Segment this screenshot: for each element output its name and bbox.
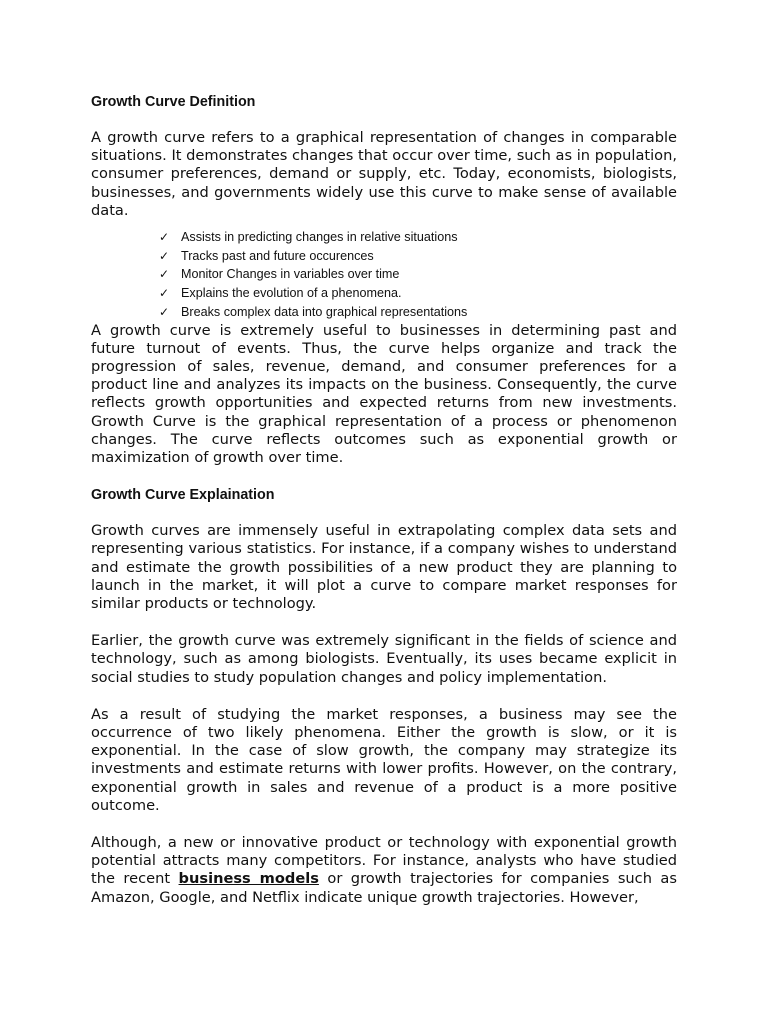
paragraph-business-use: A growth curve is extremely useful to businesses in determining past and future turnout of events. Thus, the curve helps organize and track the progression of sales, revenue, demand, and consumer preferences for a product line and analyzes its impacts on the business. Consequently, the curve reflects growth opportunities and expected returns from new investments. Growth Curve is the graphical representation of a process or phenomenon changes. The curve reflects outcomes such as exponential growth or maximization of growth over time. [91,321,677,466]
list-item: ✓ Monitor Changes in variables over time [159,265,677,284]
checkmark-icon: ✓ [159,230,170,245]
business-models-link[interactable]: business models [178,870,319,888]
heading-growth-curve-explaination: Growth Curve Explaination [91,487,275,504]
list-item: ✓ Explains the evolution of a phenomena. [159,284,677,303]
document-body [91,93,677,907]
checkmark-icon: ✓ [159,267,170,282]
heading-growth-curve-definition: Growth Curve Definition [91,94,256,110]
paragraph-history: Earlier, the growth curve was extremely significant in the fields of science and technology, such as among biologists. Eventually, its uses became explicit in social studies to study population changes and policy implementation. [91,632,677,686]
checkmark-icon: ✓ [159,286,170,301]
list-item: ✓ Breaks complex data into graphical representations [159,303,677,322]
list-item: ✓ Tracks past and future occurences [159,247,677,266]
paragraph-competitors: Although, a new or innovative product or technology with exponential growth potential attracts many competitors. For instance, analysts who have studied the recent business models or growth trajectories for companies such as Amazon, Google, and Netflix indicate unique growth trajectories. However, [91,834,677,906]
checkmark-icon: ✓ [159,248,170,263]
list-item: ✓ Assists in predicting changes in relative situations [159,228,677,247]
paragraph-market-responses: As a result of studying the market responses, a business may see the occurrence of two likely phenomena. Either the growth is slow, or it is exponential. In the case of slow growth, the company may strategize its investments and estimate returns with lower profits. However, on the contrary, exponential growth in sales and revenue of a product is a more positive outcome. [91,705,677,814]
paragraph-extrapolating: Growth curves are immensely useful in extrapolating complex data sets and representing various statistics. For instance, if a company wishes to understand and estimate the growth possibilities of a new product they are planning to launch in the market, it will plot a curve to compare market responses for similar products or technology. [91,522,677,612]
checklist [91,228,677,322]
paragraph-definition: A growth curve refers to a graphical representation of changes in comparable situations. It demonstrates changes that occur over time, such as in population, consumer preferences, demand or supply, etc. Today, economists, biologists, businesses, and governments widely use this curve to make sense of available data. [91,129,677,219]
checkmark-icon: ✓ [159,304,170,319]
